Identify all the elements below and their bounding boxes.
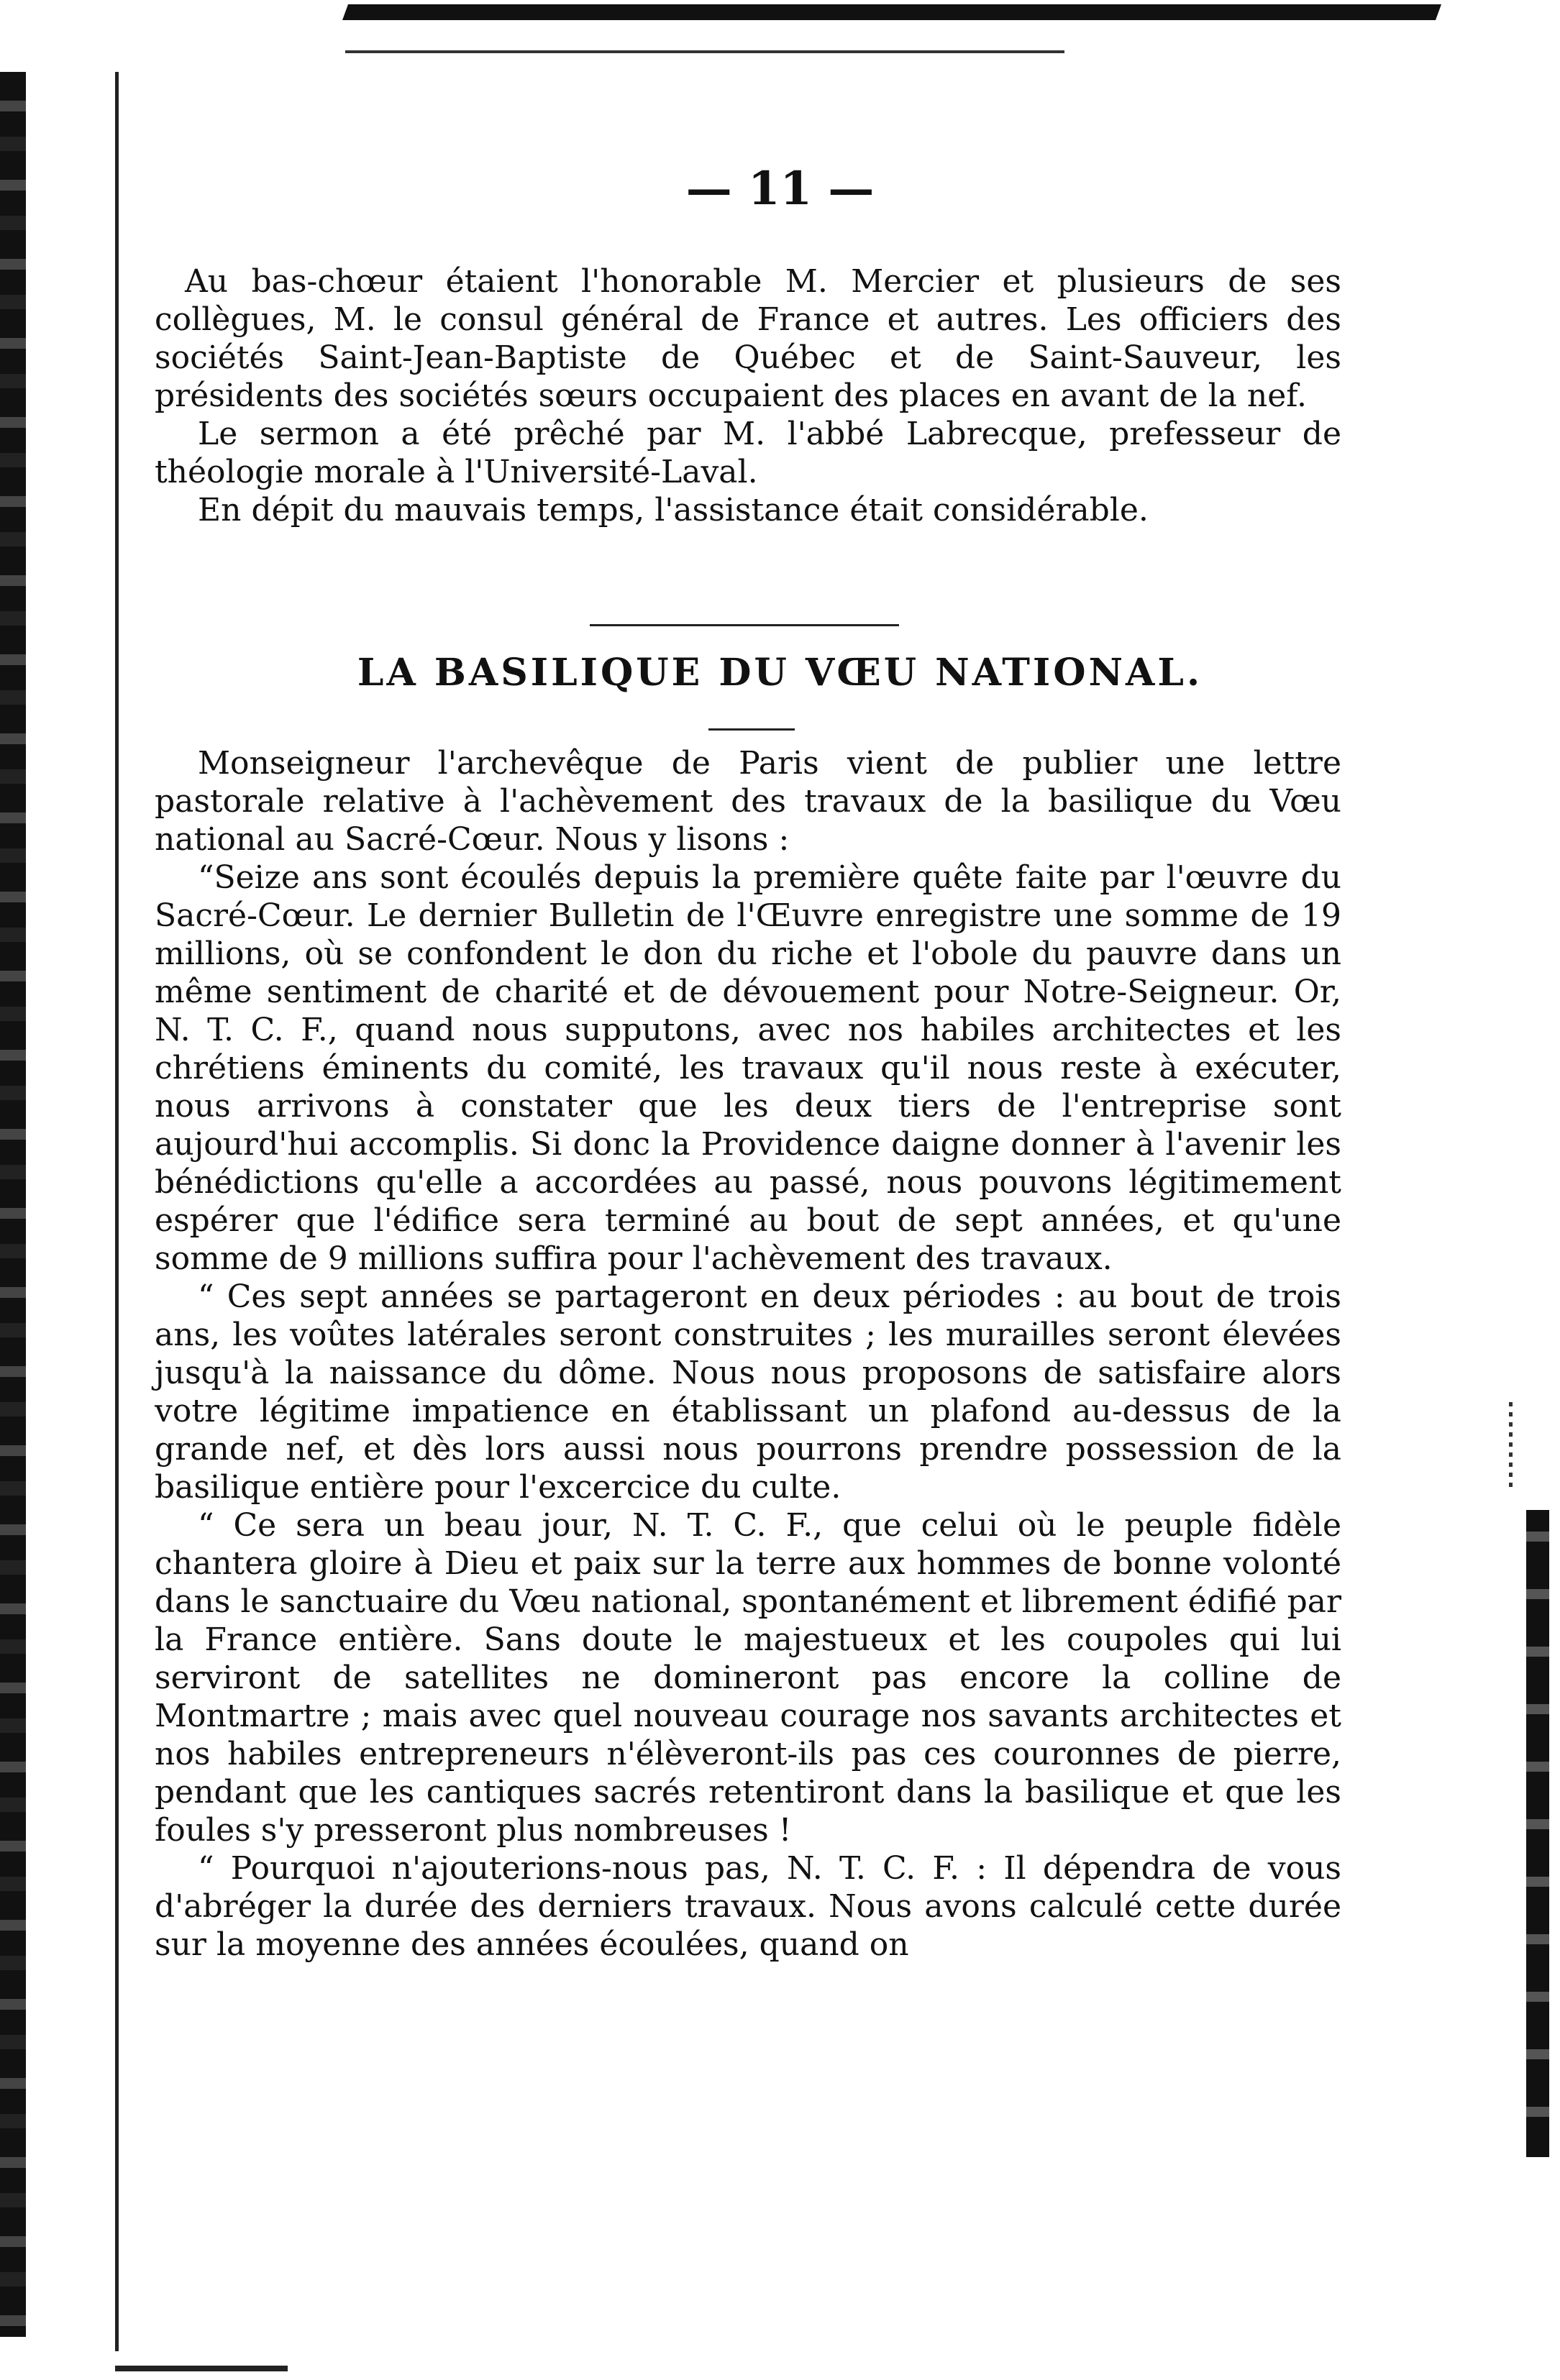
- article-paragraph: “ Pourquoi n'ajouterions-nous pas, N. T. C. F. : Il dépendra de vous d'abréger la durée des derniers travaux. Nous avons calculé cette durée sur la moyenne des années écoulées, quand on: [155, 1850, 1341, 1963]
- article-title: LA BASILIQUE DU VŒU NATIONAL.: [357, 651, 1203, 695]
- intro-paragraph: En dépit du mauvais temps, l'assistance était considérable.: [198, 492, 1149, 528]
- intro-paragraph: Au bas-chœur étaient l'honorable M. Mercier et plusieurs de ses collègues, M. le consul général de France et autres. Les officiers des sociétés Saint-Jean-Baptiste de Québec et de Saint-Sauveur, les présidents des sociétés sœurs occupaient des places en avant de la nef.: [155, 263, 1341, 414]
- scan-artifact-top-bar: [342, 4, 1441, 20]
- section-divider-bottom: [708, 728, 795, 731]
- article-body: [155, 744, 1341, 1964]
- intro-paragraph: Le sermon a été prêché par M. l'abbé Labrecque, prefesseur de théologie morale à l'Université-Laval.: [155, 416, 1341, 490]
- article-paragraph: Monseigneur l'archevêque de Paris vient de publier une lettre pastorale relative à l'achèvement des travaux de la basilique du Vœu national au Sacré-Cœur. Nous y lisons :: [155, 745, 1341, 858]
- scan-artifact-top-line: [345, 50, 1064, 53]
- article-paragraph: “Seize ans sont écoulés depuis la première quête faite par l'œuvre du Sacré-Cœur. Le dernier Bulletin de l'Œuvre enregistre une somme de 19 millions, où se confondent le don du riche et l'obole du pauvre dans un même sentiment de charité et de dévouement pour Notre-Seigneur. Or, N. T. C. F., quand nous supputons, avec nos habiles architectes et les chrétiens éminents du comité, les travaux qu'il nous reste à exécuter, nous arrivons à constater que les deux tiers de l'entreprise sont aujourd'hui accomplis. Si donc la Providence daigne donner à l'avenir les bénédictions qu'elle a accordées au passé, nous pouvons légitimement espérer que l'édifice sera terminé au bout de sept années, et qu'une somme de 9 millions suffira pour l'achèvement des travaux.: [155, 859, 1341, 1277]
- scan-artifact-right-speck: [1509, 1402, 1513, 1488]
- article-paragraph: “ Ce sera un beau jour, N. T. C. F., que celui où le peuple fidèle chantera gloire à Dieu et paix sur la terre aux hommes de bonne volonté dans le sanctuaire du Vœu national, spontanément et librement édifié par la France entière. Sans doute le majestueux et les coupoles qui lui serviront de satellites ne domineront pas encore la colline de Montmartre ; mais avec quel nouveau courage nos savants architectes et nos habiles entrepreneurs n'élèveront-ils pas ces couronnes de pierre, pendant que les cantiques sacrés retentiront dans la basilique et que les foules s'y presseront plus nombreuses !: [155, 1507, 1341, 1849]
- scan-artifact-left-edge: [0, 72, 26, 2337]
- scan-artifact-right-edge: [1526, 1510, 1549, 2157]
- article-paragraph: “ Ces sept années se partageront en deux périodes : au bout de trois ans, les voûtes latérales seront construites ; les murailles seront élevées jusqu'à la naissance du dôme. Nous nous proposons de satisfaire alors votre légitime impatience en établissant un plafond au-dessus de la grande nef, et dès lors aussi nous pourrons prendre possession de la basilique entière pour l'excercice du culte.: [155, 1278, 1341, 1506]
- page-number: — 11 —: [685, 162, 875, 216]
- scan-artifact-bottom-rule: [115, 2366, 288, 2371]
- section-divider-top: [590, 624, 899, 626]
- intro-text: [155, 262, 1341, 529]
- scan-artifact-left-rule: [115, 72, 119, 2351]
